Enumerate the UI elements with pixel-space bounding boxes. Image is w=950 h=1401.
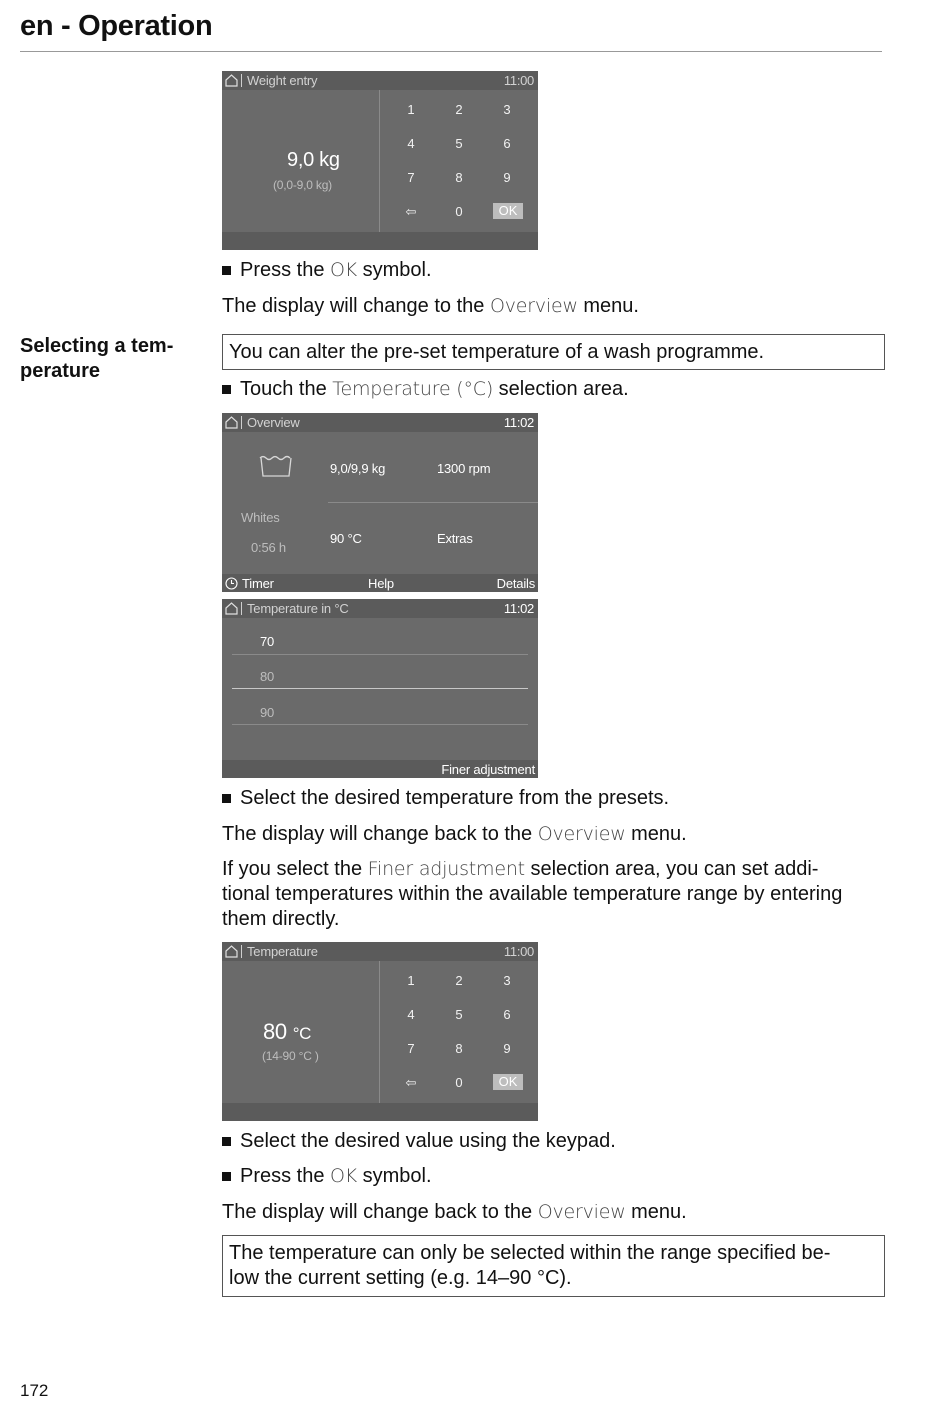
screen-footer (222, 760, 538, 778)
note-text: low the current setting (e.g. 14–90 °C). (229, 1267, 572, 1289)
key-6[interactable]: 6 (503, 136, 511, 151)
list-divider (232, 688, 528, 689)
backspace-icon[interactable]: ⇦ (405, 204, 417, 219)
ok-button[interactable]: OK (493, 1074, 523, 1090)
key-3[interactable]: 3 (503, 973, 511, 988)
screen-header (222, 942, 538, 961)
help-button[interactable]: Help (368, 576, 394, 591)
home-icon[interactable] (225, 602, 238, 615)
paragraph-text: selection area, you can set addi- (524, 858, 819, 880)
key-9[interactable]: 9 (503, 170, 511, 185)
screen-time: 11:02 (503, 601, 534, 616)
key-3[interactable]: 3 (503, 102, 511, 117)
key-1[interactable]: 1 (407, 973, 415, 988)
timer-icon (225, 577, 238, 590)
home-icon[interactable] (225, 945, 238, 958)
ui-term-finer-adjustment: Finer adjustment (367, 858, 525, 880)
key-5[interactable]: 5 (455, 136, 463, 151)
temperature-unit: °C (292, 1024, 312, 1043)
ui-term-temperature: Temperature (°C) (332, 378, 494, 400)
header-separator (241, 945, 242, 958)
paragraph-text: tional temperatures within the available temperature range by entering (222, 883, 843, 905)
step-touch-temperature (222, 377, 629, 402)
home-icon[interactable] (225, 416, 238, 429)
paragraph-text: If you select the (222, 858, 368, 880)
temperature-selection-area[interactable]: 90 °C (330, 531, 362, 546)
wash-tub-icon (258, 454, 294, 480)
list-divider (232, 654, 528, 655)
temperature-option[interactable]: 80 (260, 669, 275, 684)
header-divider (20, 51, 882, 52)
screen-title: Weight entry (247, 73, 318, 88)
step-text: Select the desired temperature from the presets. (240, 787, 670, 809)
key-6[interactable]: 6 (503, 1007, 511, 1022)
step-text: symbol. (357, 1165, 432, 1187)
keypad-divider (379, 90, 380, 232)
bullet-icon (222, 1137, 231, 1146)
key-8[interactable]: 8 (455, 170, 463, 185)
header-separator (241, 602, 242, 615)
ui-term-ok: OK (330, 1165, 358, 1187)
result-text: The display will change to the (222, 295, 490, 317)
temperature-option[interactable]: 70 (260, 634, 275, 649)
ui-term-overview: Overview (537, 1201, 626, 1223)
finer-adjustment-paragraph (222, 857, 892, 932)
step-text: Press the (240, 259, 331, 281)
step-press-ok (222, 258, 432, 283)
load-value[interactable]: 9,0/9,9 kg (330, 461, 386, 476)
result-overview (222, 822, 687, 847)
programme-name: Whites (241, 510, 280, 525)
ok-button[interactable]: OK (493, 203, 523, 219)
key-1[interactable]: 1 (407, 102, 415, 117)
screen-footer (222, 1103, 538, 1121)
screen-header (222, 413, 538, 432)
weight-range: (0,0-9,0 kg) (273, 178, 332, 192)
ui-term-overview: Overview (489, 295, 578, 317)
home-icon[interactable] (225, 74, 238, 87)
step-text: Press the (240, 1165, 331, 1187)
screen-weight-entry (222, 71, 538, 250)
screen-footer (222, 232, 538, 250)
key-4[interactable]: 4 (407, 136, 415, 151)
bullet-icon (222, 1172, 231, 1181)
screen-title: Temperature in °C (247, 601, 349, 616)
step-text: symbol. (357, 259, 432, 281)
result-text: menu. (625, 1201, 687, 1223)
step-text: selection area. (493, 378, 629, 400)
screen-overview (222, 413, 538, 592)
bullet-icon (222, 794, 231, 803)
finer-adjustment-button[interactable]: Finer adjustment (441, 762, 535, 777)
result-text: The display will change back to the (222, 823, 538, 845)
programme-duration: 0:56 h (251, 540, 286, 555)
note-box: You can alter the pre-set temperature of a wash programme. (222, 334, 885, 370)
note-text: The temperature can only be selected within the range specified be- (229, 1242, 831, 1264)
step-text: Touch the (240, 378, 333, 400)
result-overview (222, 294, 639, 319)
paragraph-text: them directly. (222, 908, 340, 930)
temperature-range: (14-90 °C ) (262, 1049, 319, 1063)
screen-time: 11:00 (503, 944, 534, 959)
section-heading: Selecting a tem- perature (20, 335, 174, 382)
spin-speed[interactable]: 1300 rpm (437, 461, 491, 476)
note-box (222, 1235, 885, 1297)
screen-footer (222, 574, 538, 592)
extras-button[interactable]: Extras (437, 531, 473, 546)
screen-title: Overview (247, 415, 300, 430)
bullet-icon (222, 385, 231, 394)
ui-term-ok: OK (330, 259, 358, 281)
overview-divider (328, 502, 538, 503)
weight-value: 9,0 kg (287, 149, 340, 171)
details-button[interactable]: Details (496, 576, 535, 591)
temperature-option[interactable]: 90 (260, 705, 275, 720)
screen-temperature-list (222, 599, 538, 778)
result-text: menu. (625, 823, 687, 845)
timer-button[interactable]: Timer (242, 576, 274, 591)
header-separator (241, 74, 242, 87)
step-select-value (222, 1129, 616, 1154)
screen-header (222, 599, 538, 618)
result-text: menu. (577, 295, 639, 317)
ui-term-overview: Overview (537, 823, 626, 845)
key-0[interactable]: 0 (455, 204, 463, 219)
step-select-preset (222, 786, 669, 811)
screen-temperature-entry (222, 942, 538, 1121)
key-5[interactable]: 5 (455, 1007, 463, 1022)
key-8[interactable]: 8 (455, 1041, 463, 1056)
list-divider (232, 724, 528, 725)
result-text: The display will change back to the (222, 1201, 538, 1223)
screen-title: Temperature (247, 944, 318, 959)
screen-header (222, 71, 538, 90)
result-overview (222, 1200, 687, 1225)
screen-time: 11:00 (503, 73, 534, 88)
temperature-number: 80 (263, 1019, 287, 1044)
header-separator (241, 416, 242, 429)
key-2[interactable]: 2 (455, 973, 463, 988)
key-0[interactable]: 0 (455, 1075, 463, 1090)
step-text: Select the desired value using the keypad. (240, 1130, 616, 1152)
bullet-icon (222, 266, 231, 275)
screen-time: 11:02 (503, 415, 534, 430)
key-4[interactable]: 4 (407, 1007, 415, 1022)
key-9[interactable]: 9 (503, 1041, 511, 1056)
key-7[interactable]: 7 (407, 1041, 415, 1056)
temperature-value (263, 1019, 311, 1045)
page-title: en - Operation (20, 10, 213, 42)
keypad-divider (379, 961, 380, 1103)
page-number: 172 (20, 1381, 49, 1400)
step-press-ok (222, 1164, 432, 1189)
key-7[interactable]: 7 (407, 170, 415, 185)
backspace-icon[interactable]: ⇦ (405, 1075, 417, 1090)
key-2[interactable]: 2 (455, 102, 463, 117)
